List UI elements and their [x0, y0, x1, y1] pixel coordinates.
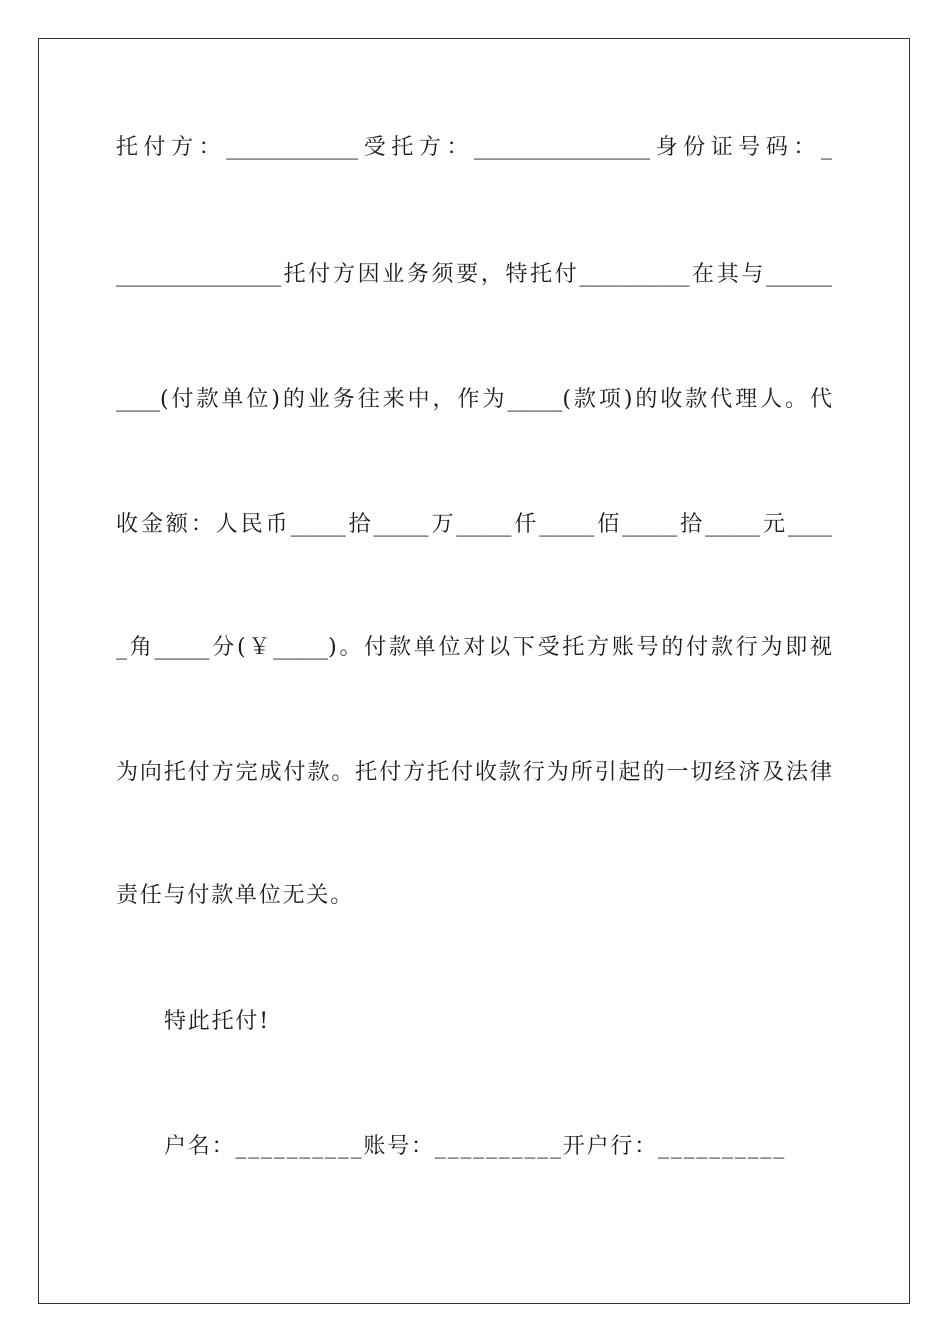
page-border	[38, 38, 910, 1304]
closing-text: 特此托付!	[164, 1009, 270, 1034]
account-info-line: 户名：__________账号：__________开户行：__________	[164, 1134, 787, 1159]
paragraph-line-2: _______________托付方因业务须要，特托付__________在其与______	[116, 262, 832, 287]
paragraph-line-1: 托付方：____________受托方：________________身份证号码：_	[116, 135, 832, 160]
paragraph-line-6: 为向托付方完成付款。托付方托付收款行为所引起的一切经济及法律	[116, 760, 832, 785]
paragraph-line-7: 责任与付款单位无关。	[116, 883, 355, 908]
paragraph-line-3: ____(付款单位)的业务往来中，作为_____(款项)的收款代理人。代	[116, 387, 832, 412]
paragraph-line-4: 收金额：人民币_____拾_____万_____仟_____佰_____拾_____元____	[116, 512, 832, 537]
paragraph-line-5: _角_____分(￥_____)。付款单位对以下受托方账号的付款行为即视	[116, 635, 832, 660]
